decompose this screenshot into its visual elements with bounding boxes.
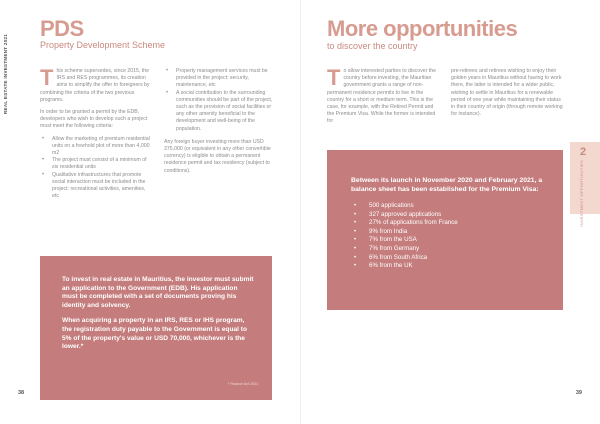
premium-visa-heading: Between its launch in November 2020 and February 2021, a balance sheet has been established for the Premium Visa: bbox=[351, 177, 543, 193]
intro-paragraph: This scheme supersedes, since 2015, the IRS and RES programmes, its creation aims to simplify the offer to foreigners by combining the criteria of the two previous programs. bbox=[40, 65, 150, 103]
premium-visa-box bbox=[327, 150, 563, 310]
list-item: • Property management services must be provided in the project: security, maintenance, etc bbox=[164, 68, 276, 90]
list-item: • Qualitative infrastructures that promote social interaction must be included in the project: recreational activities, amenities, etc bbox=[40, 172, 152, 201]
right-column-2 bbox=[451, 68, 563, 123]
page-title: PDS bbox=[40, 16, 84, 41]
box-paragraph-2: When acquiring a property in an IRS, RES or IHS program, the registration duty payable to the Government is equal to 5% of the property's value or USD 70,000, whichever is the lower.* bbox=[62, 317, 248, 351]
list-item: • A social contribution to the surrounding communities should be part of the project, such as the provision of social facilities or any other amenity beneficial to the development and well-being of the population. bbox=[164, 90, 276, 133]
box-paragraph-1: To invest in real estate in Mauritius, the investor must submit an application to the Government (EDB). His application must be completed with a set of documents proving his identity and solvency. bbox=[62, 276, 254, 309]
list-item: • 327 approved applications bbox=[351, 211, 545, 220]
page-number-right: 39 bbox=[575, 390, 582, 396]
opportunities-paragraph-2: pre-retirees and retirees wishing to enjoy their golden years in Mauritius without having to work there, the latter is intended for a wider public, wishing to settle in Mauritius for a renewable period of one year while maintaining their status in their country of origin (through remote working for instance). bbox=[451, 68, 563, 118]
premium-visa-stats bbox=[351, 202, 545, 271]
running-label: REAL ESTATE INVESTMENT 2021 bbox=[3, 33, 8, 114]
page-number-left: 38 bbox=[18, 390, 25, 396]
list-item: • 27% of applications from France bbox=[351, 219, 545, 228]
criteria-list-2 bbox=[164, 68, 276, 133]
chapter-number: 2 bbox=[580, 146, 587, 158]
opportunities-paragraph: To allow interested parties to discover the country before investing, the Mauritian government grants a range of non-permanent residence permits to live in the country for a short or medium term. This is the case, for example, with the Retired Permit and the Premium Visa. While the former is intended for bbox=[327, 65, 437, 125]
list-item: • 500 applications bbox=[351, 202, 545, 211]
page-subtitle-right: to discover the country bbox=[327, 41, 418, 51]
criteria-list-1 bbox=[40, 136, 152, 201]
list-item: • Allow the marketing of premium residential units on a freehold plot of more than 4,000 m2 bbox=[40, 136, 152, 158]
chapter-tab bbox=[570, 142, 600, 227]
list-item: • The project must consist of a minimum of six residential units bbox=[40, 157, 152, 171]
list-item: • 7% from the USA bbox=[351, 236, 545, 245]
residence-paragraph: Any foreign buyer investing more than USD 375,000 (or equivalent in any other convertible currency) is eligible to obtain a permanent residence permit and tax residency (subject to conditions). bbox=[164, 138, 271, 174]
criteria-intro: In order to be granted a permit by the EDB, developers who wish to develop such a project must meet the following criteria: bbox=[40, 109, 148, 130]
dropcap: T bbox=[40, 65, 54, 90]
left-column-1 bbox=[40, 65, 152, 200]
footnote: * Finance Act 2021 bbox=[227, 382, 258, 386]
page-subtitle: Property Development Scheme bbox=[40, 40, 166, 50]
list-item: • 6% from South Africa bbox=[351, 254, 545, 263]
investment-info-box bbox=[40, 256, 272, 400]
right-column-1 bbox=[327, 65, 439, 131]
list-item: • 7% from Germany bbox=[351, 245, 545, 254]
right-page bbox=[300, 0, 600, 424]
list-item: • 9% from India bbox=[351, 228, 545, 237]
list-item: • 6% from the UK bbox=[351, 262, 545, 271]
chapter-label: INVESTMENT OPPORTUNITIES bbox=[579, 160, 584, 227]
dropcap-right: T bbox=[327, 65, 341, 90]
left-column-2 bbox=[164, 68, 276, 180]
page-title-right: More opportunities bbox=[327, 16, 518, 41]
